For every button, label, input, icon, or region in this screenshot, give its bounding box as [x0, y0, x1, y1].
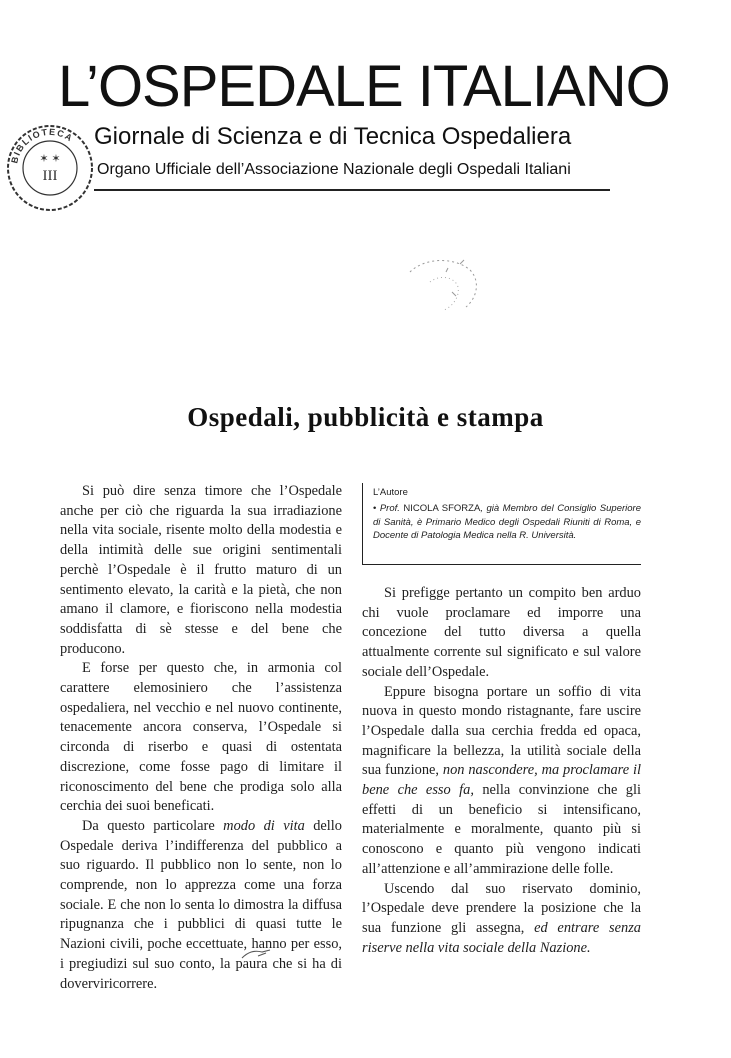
paragraph: Eppure bisogna portare un soffio di vita nuova in questo mondo ristagnante, fare uscire l’Ospedale dalla sua cerchia fredda ed opaca, magnificare la bellezza, la utilità sociale della sua funzione, non nascondere, ma proclamare il bene che esso fa, nella convinzione che gli effetti di un beneficio si intensificano, materialmente e moralmente, quanto più si conoscono e quanto più vengono indicati all’attenzione e all’ammirazione delle folle.: [362, 683, 641, 877]
paragraph: Da questo particolare modo di vita dello Ospedale deriva l’indifferenza del pubblico a suo riguardo. Il pubblico non lo sente, non lo comprende, non lo apprezza come una forza sociale. E che non lo senta lo dimostra la diffusa ripugnanza che i pubblici di quasi tutte le Nazioni civili, poche eccettuate, hanno per esso, i pregiudizi sul suo conto, la paura che si ha di doverviricorrere.: [60, 817, 343, 992]
faint-ornament: [400, 252, 490, 322]
author-note-text: • Prof. NICOLA SFORZA, già Membro del Consiglio Superiore di Sanità, è Primario Medico degli Ospedali Riuniti di Roma, e Docente di Patologia Medica nella R. Università.: [373, 503, 641, 542]
author-note-heading: L’Autore: [373, 487, 408, 498]
paragraph: E forse per questo che, in armonia col carattere elemosiniero che l’assistenza ospedaliera, nel vecchio e nel nuovo continente, tenacemente ancora conserva, l’Ospedale si circonda di riserbo e quasi di ostentata discrezione, come fosse pago di limitare il riconoscimento del bene che prodiga solo alla cerchia dei suoi beneficati.: [60, 660, 342, 815]
svg-text:✶ ✶: ✶ ✶: [39, 153, 61, 165]
author-name: NICOLA SFORZA: [403, 503, 481, 514]
emphasis-text: ed entrare senza riserve nella vita sociale della Nazione.: [362, 919, 641, 956]
emphasis-text: non nascondere, ma proclamare il bene che esso fa,: [362, 762, 641, 799]
paragraph: Si può dire senza timore che l’Ospedale anche per ciò che riguarda la sua irradiazione nella vita sociale, risente molto della modestia e della intimità delle sue origini sentimentali perchè l’Ospedale è il frutto maturo di un sentimento elevato, la carità e la pietà, che non amano il clamore, e fioriscono nella modestia soddisfatta di sè stesse e del bene che producono.: [60, 483, 342, 657]
journal-title: L’OSPEDALE ITALIANO: [58, 54, 670, 119]
paragraph: Si prefigge pertanto un compito ben arduo chi vuole proclamare ed imporre una concezione del tutto diversa a quella attualmente corrente sul significato e sul valore sociale dell’Ospedale.: [362, 585, 641, 680]
body-column-right: [362, 584, 641, 958]
paragraph: Uscendo dal suo riservato dominio, l’Ospedale deve prendere la posizione che la sua funzione gli assegna, ed entrare senza riserve nella vita sociale della Nazione.: [362, 880, 641, 956]
emphasis-text: modo di vita: [223, 817, 305, 834]
journal-subtitle: Giornale di Scienza e di Tecnica Ospedaliera: [94, 123, 572, 150]
body-column-left: [60, 482, 342, 994]
stamp-center-text: III: [42, 168, 58, 184]
article-title: Ospedali, pubblicità e stampa: [187, 402, 544, 432]
stamp-ring-text: BIBLIOTECA: [9, 126, 76, 165]
journal-organ-line: Organo Ufficiale dell’Associazione Nazionale degli Ospedali Italiani: [97, 161, 571, 178]
author-note-box: [362, 483, 641, 565]
pencil-mark: [240, 946, 274, 962]
masthead-divider: [94, 189, 610, 191]
author-description: , già Membro del Consiglio Superiore di Sanità, è Primario Medico degli Ospedali Riuniti di Roma, e Docente di Patologia Medica nella R. Università.: [373, 503, 641, 542]
library-stamp-seal: [4, 122, 96, 214]
